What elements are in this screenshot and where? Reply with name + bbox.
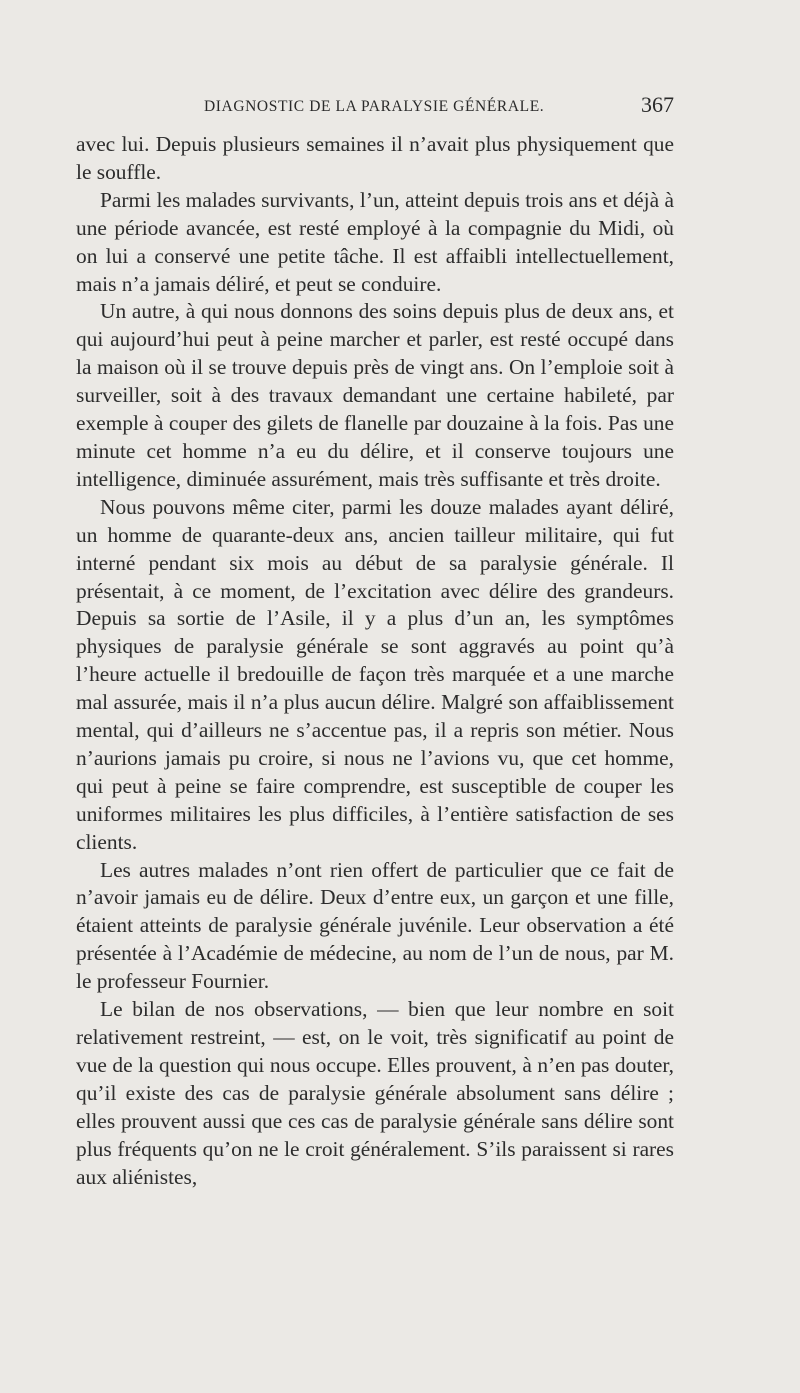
page-header	[76, 92, 674, 122]
paragraph: Nous pouvons même citer, parmi les douze malades ayant déliré, un homme de quarante-deux ans, ancien tailleur militaire, qui fut interné pendant six mois au début de sa paralysie générale. Il présentait, à ce moment, de l’excitation avec délire des grandeurs. Depuis sa sortie de l’Asile, il y a plus d’un an, les symptômes physiques de paralysie générale se sont aggravés au point qu’à l’heure actuelle il bredouille de façon très marquée et a une marche mal assurée, mais il n’a plus aucun délire. Malgré son affaiblissement mental, qui d’ailleurs ne s’accentue pas, il a repris son métier. Nous n’aurions jamais pu croire, si nous ne l’avions vu, que cet homme, qui peut à peine se faire comprendre, est susceptible de couper les uniformes militaires les plus difficiles, à l’entière satisfaction de ses clients.	[76, 494, 674, 854]
paragraph: Un autre, à qui nous donnons des soins depuis plus de deux ans, et qui aujourd’hui peut à peine marcher et parler, est resté occupé dans la maison où il se trouve depuis près de vingt ans. On l’emploie soit à surveiller, soit à des travaux demandant une certaine habileté, par exemple à couper des gilets de flanelle par douzaine à la fois. Pas une minute cet homme n’a eu du délire, et il conserve toujours une intelligence, diminuée assurément, mais très suffisante et très droite.	[76, 299, 674, 491]
paragraph: avec lui. Depuis plusieurs semaines il n’avait plus physiquement que le souffle.	[76, 132, 674, 184]
paragraph: Le bilan de nos observations, — bien que leur nombre en soit relativement restreint, — est, on le voit, très significatif au point de vue de la question qui nous occupe. Elles prouvent, à n’en pas douter, qu’il existe des cas de paralysie générale absolument sans délire ; elles prouvent aussi que ces cas de paralysie générale sans délire sont plus fréquents qu’on ne le croit généralement. S’ils paraissent si rares aux aliénistes,	[76, 997, 674, 1189]
page-number: 367	[641, 92, 674, 117]
paragraph: Les autres malades n’ont rien offert de particulier que ce fait de n’avoir jamais eu de délire. Deux d’entre eux, un garçon et une fille, étaient atteints de paralysie générale juvénile. Leur observation a été présentée à l’Académie de médecine, au nom de l’un de nous, par M. le professeur Fournier.	[76, 857, 674, 994]
paragraph: Parmi les malades survivants, l’un, atteint depuis trois ans et déjà à une période avancée, est resté employé à la compagnie du Midi, où on lui a conservé une petite tâche. Il est affaibli intellectuellement, mais n’a jamais déliré, et peut se conduire.	[76, 187, 674, 296]
running-head: DIAGNOSTIC DE LA PARALYSIE GÉNÉRALE.	[204, 98, 545, 115]
body-text	[76, 131, 674, 1191]
